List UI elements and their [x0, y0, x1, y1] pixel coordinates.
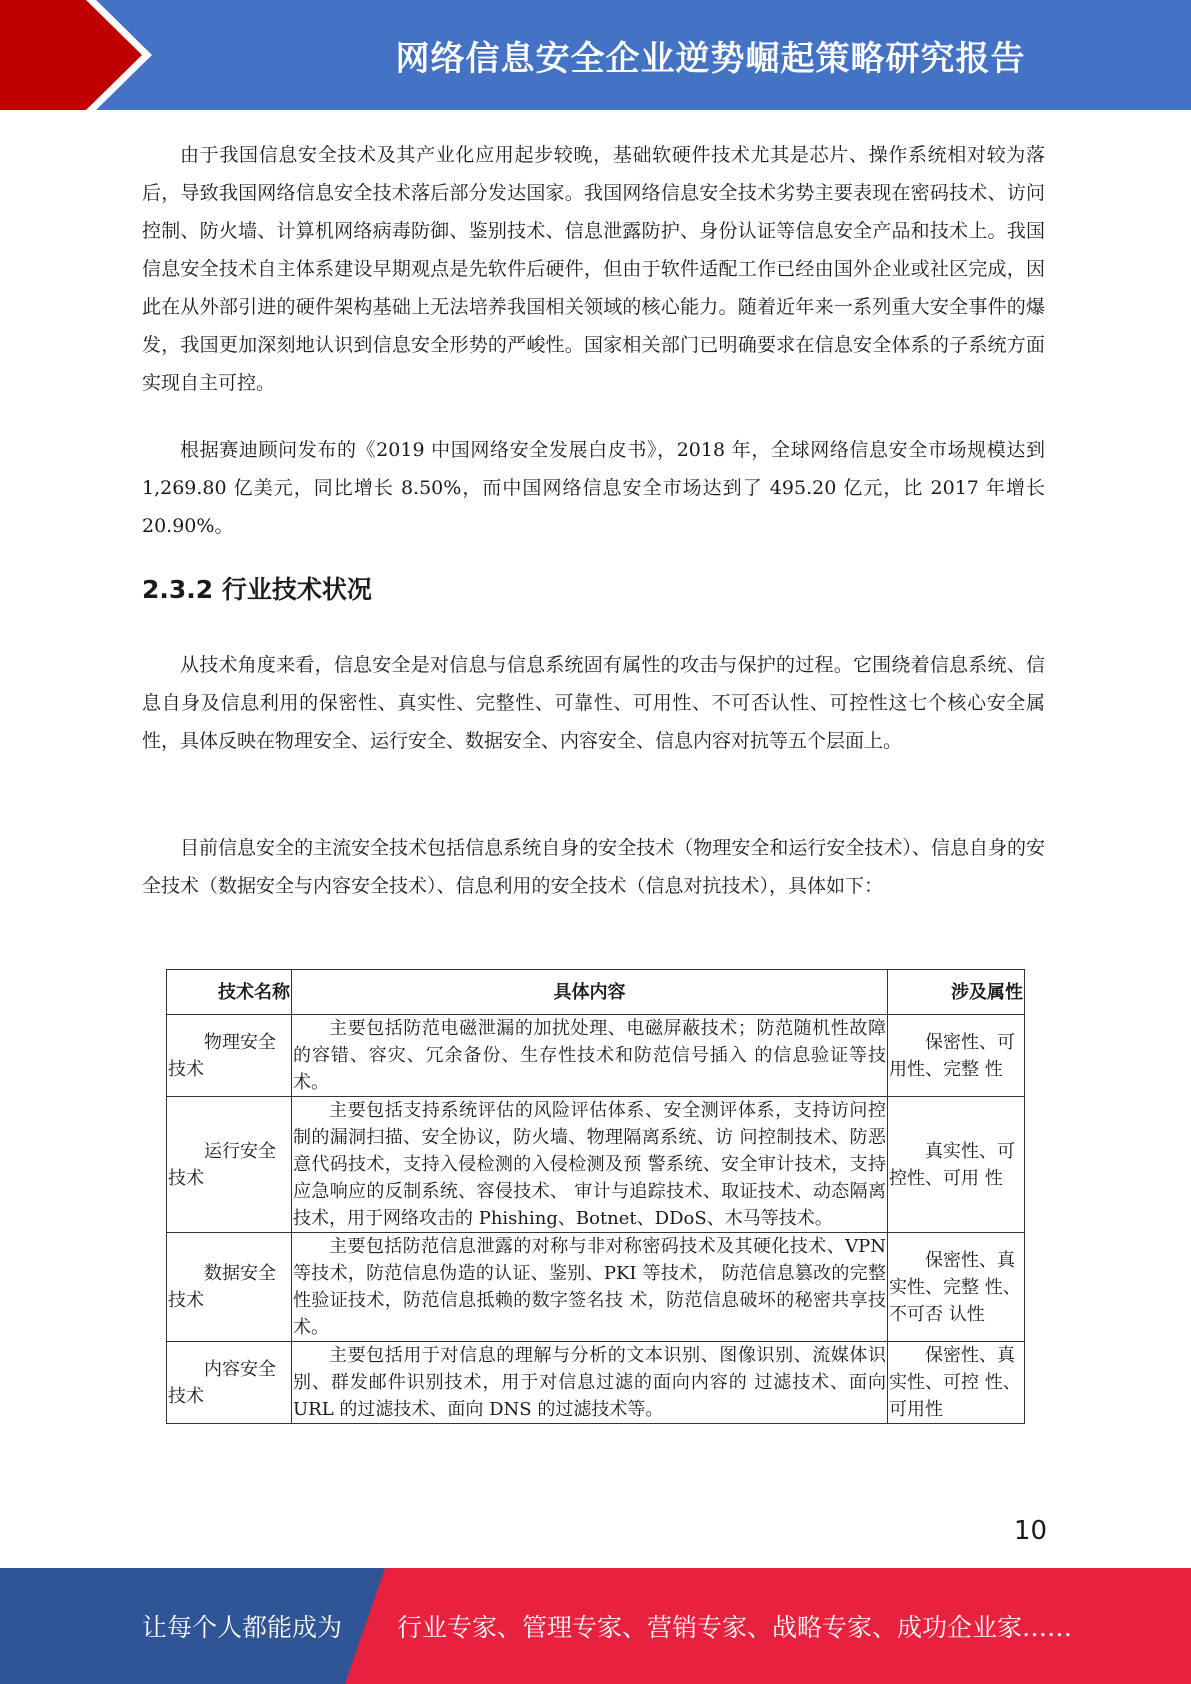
tech-attributes-cell: 保密性、可用性、完整 性	[888, 1015, 1025, 1097]
paragraph-security-attributes: 从技术角度来看，信息安全是对信息与信息系统固有属性的攻击与保护的过程。它围绕着信息系统、信息自身及信息利用的保密性、真实性、完整性、可靠性、可用性、不可否认性、可控性这七个核心安全属性，具体反映在物理安全、运行安全、数据安全、内容安全、信息内容对抗等五个层面上。	[142, 654, 1045, 752]
report-title: 网络信息安全企业逆势崛起策略研究报告	[395, 38, 1026, 79]
header-attributes: 涉及属性	[888, 970, 1025, 1015]
page-number: 10	[1013, 1516, 1047, 1546]
tech-name-cell: 数据安全技术	[167, 1233, 292, 1342]
table-row	[167, 1233, 1025, 1342]
header-arrow-decoration	[0, 0, 260, 110]
page-header	[0, 0, 1191, 110]
table-row	[167, 1015, 1025, 1097]
tech-name-cell: 物理安全技术	[167, 1015, 292, 1097]
tech-name-cell: 内容安全技术	[167, 1342, 292, 1424]
header-tech-name: 技术名称	[167, 970, 292, 1015]
header-content: 具体内容	[292, 970, 888, 1015]
tech-attributes-cell: 保密性、真实性、完整 性、不可否 认性	[888, 1233, 1025, 1342]
table-header-row	[167, 970, 1025, 1015]
tech-name-cell: 运行安全技术	[167, 1097, 292, 1233]
tech-attributes-cell: 真实性、可控性、可用 性	[888, 1097, 1025, 1233]
tech-attributes-cell: 保密性、真实性、可控 性、可用性	[888, 1342, 1025, 1424]
tech-content-cell: 主要包括用于对信息的理解与分析的文本识别、图像识别、流媒体识别、群发邮件识别技术，用于对信息过滤的面向内容的 过滤技术、面向 URL 的过滤技术、面向 DNS 的过滤技术等。	[292, 1342, 888, 1424]
footer-slogan-right: 行业专家、管理专家、营销专家、战略专家、成功企业家……	[397, 1613, 1073, 1642]
table-row	[167, 1342, 1025, 1424]
section-heading: 2.3.2 行业技术状况	[142, 575, 372, 604]
paragraph-market-size: 根据赛迪顾问发布的《2019 中国网络安全发展白皮书》，2018 年，全球网络信息安全市场规模达到 1,269.80 亿美元，同比增长 8.50%，而中国网络信息安全市场达到了 495.20 亿元，比 2017 年增长 20.90%。	[142, 439, 1045, 537]
table-row	[167, 1097, 1025, 1233]
tech-content-cell: 主要包括支持系统评估的风险评估体系、安全测评体系，支持访问控制的漏洞扫描、安全协议，防火墙、物理隔离系统、访 问控制技术、防恶意代码技术，支持入侵检测的入侵检测及预 警系统、安全审计技术，支持应急响应的反制系统、容侵技术、 审计与追踪技术、取证技术、动态隔离技术，用于网络攻击的 Phishing、Botnet、DDoS、木马等技术。	[292, 1097, 888, 1233]
footer-slogan-left: 让每个人都能成为	[142, 1613, 343, 1642]
tech-content-cell: 主要包括防范电磁泄漏的加扰处理、电磁屏蔽技术；防范随机性故障的容错、容灾、冗余备份、生存性技术和防范信号插入 的信息验证等技术。	[292, 1015, 888, 1097]
tech-content-cell: 主要包括防范信息泄露的对称与非对称密码技术及其硬化技术、VPN 等技术，防范信息伪造的认证、鉴别、PKI 等技术， 防范信息篡改的完整性验证技术，防范信息抵赖的数字签名技 术，防范信息破坏的秘密共享技术。	[292, 1233, 888, 1342]
security-technology-table	[166, 969, 1025, 1424]
paragraph-mainstream-tech: 目前信息安全的主流安全技术包括信息系统自身的安全技术（物理安全和运行安全技术）、信息自身的安全技术（数据安全与内容安全技术）、信息利用的安全技术（信息对抗技术），具体如下：	[142, 837, 1045, 897]
paragraph-tech-gap: 由于我国信息安全技术及其产业化应用起步较晚，基础软硬件技术尤其是芯片、操作系统相对较为落后，导致我国网络信息安全技术落后部分发达国家。我国网络信息安全技术劣势主要表现在密码技术、访问控制、防火墙、计算机网络病毒防御、鉴别技术、信息泄露防护、身份认证等信息安全产品和技术上。我国信息安全技术自主体系建设早期观点是先软件后硬件，但由于软件适配工作已经由国外企业或社区完成，因此在从外部引进的硬件架构基础上无法培养我国相关领域的核心能力。随着近年来一系列重大安全事件的爆发，我国更加深刻地认识到信息安全形势的严峻性。国家相关部门已明确要求在信息安全体系的子系统方面实现自主可控。	[142, 144, 1045, 394]
page-footer	[0, 1568, 1191, 1684]
